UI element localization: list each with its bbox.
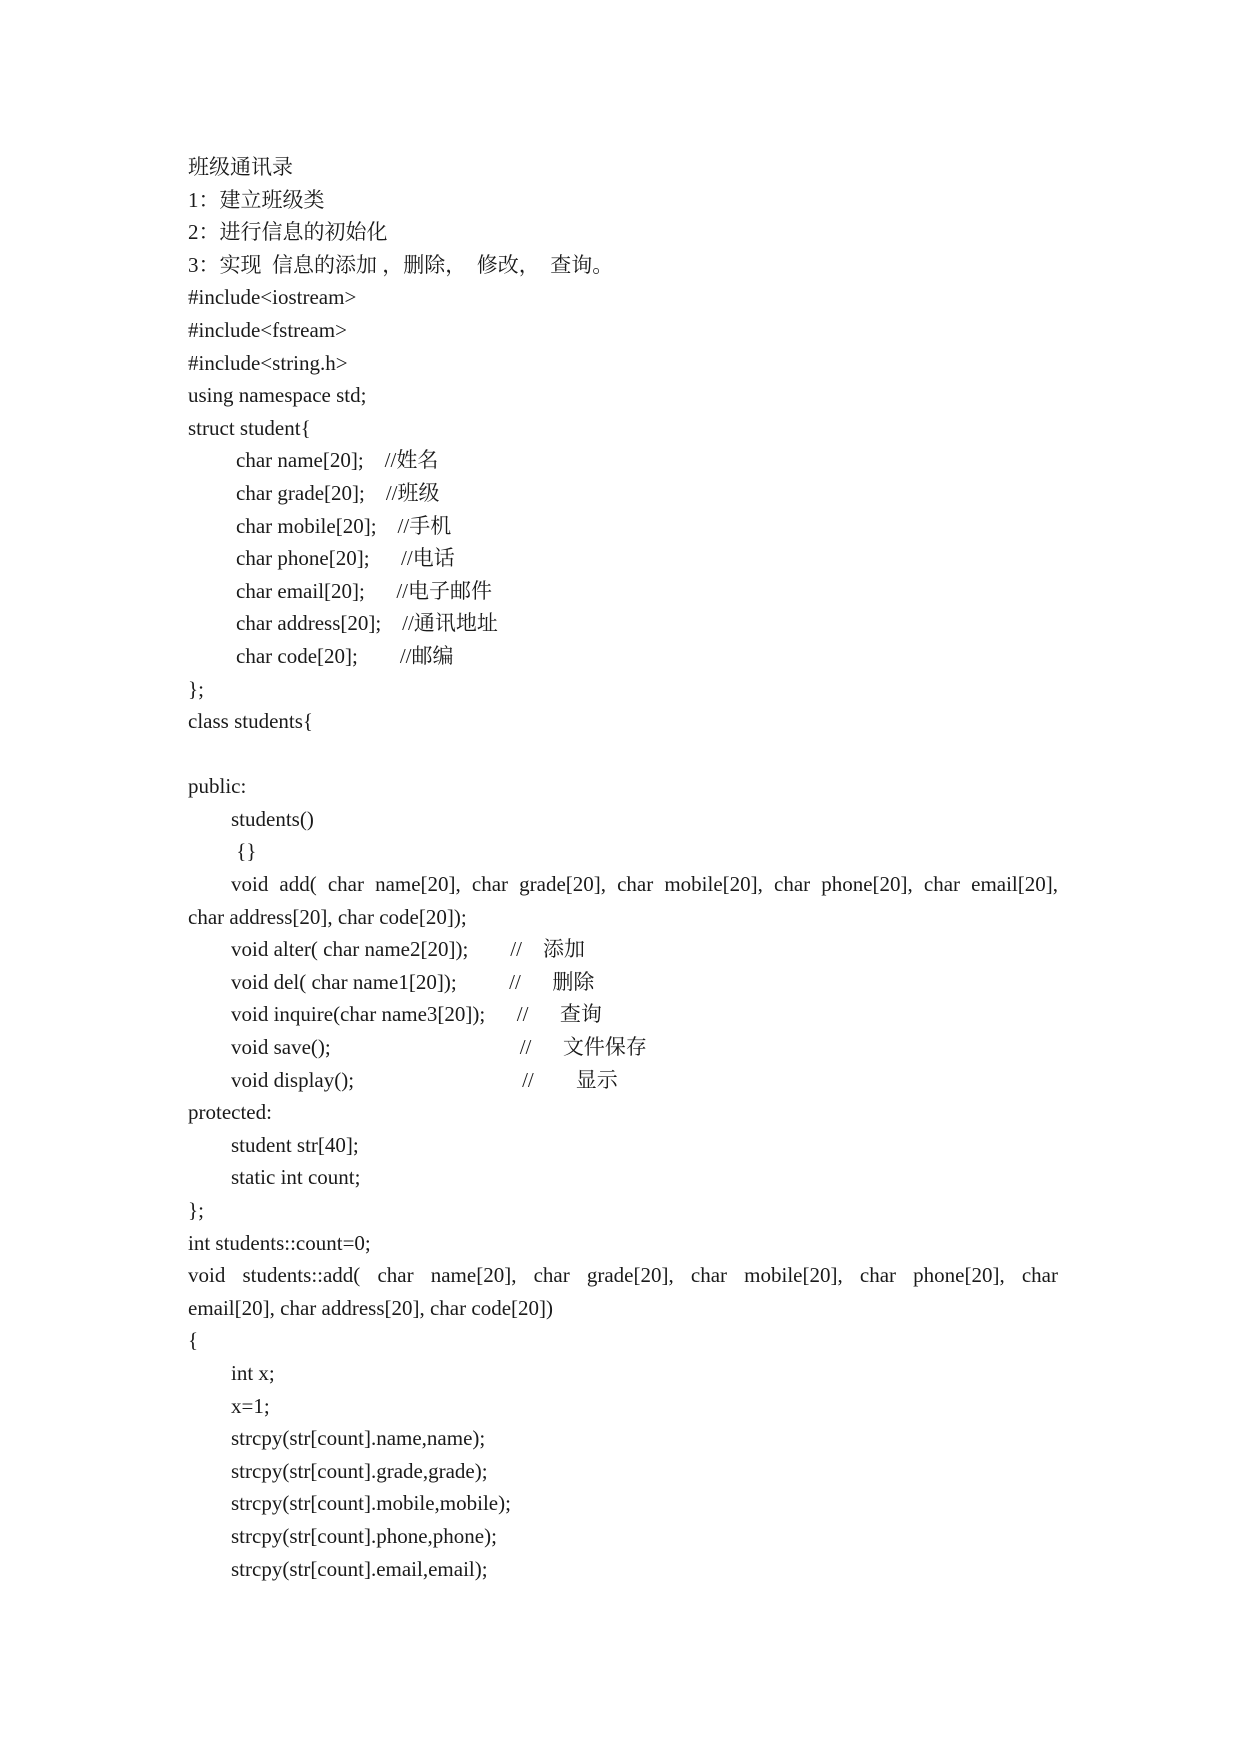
document-line: #include<fstream>	[188, 317, 347, 342]
document-line: void inquire(char name3[20]); // 查询	[231, 1002, 602, 1027]
document-line: {}	[231, 839, 257, 864]
document-line: char address[20]; //通讯地址	[236, 611, 498, 636]
document-line: strcpy(str[count].grade,grade);	[231, 1458, 488, 1483]
document-line: char address[20], char code[20]);	[188, 904, 467, 929]
document-line: 1：建立班级类	[188, 187, 325, 212]
document-line: public:	[188, 774, 247, 799]
document-line: int students::count=0;	[188, 1230, 371, 1255]
document-line: };	[188, 676, 204, 701]
document-line: strcpy(str[count].email,email);	[231, 1556, 488, 1581]
document-line: 2：进行信息的初始化	[188, 220, 388, 245]
document-line: void alter( char name2[20]); // 添加	[231, 937, 585, 962]
document-line: class students{	[188, 709, 313, 734]
document-line: void add( char name[20], char grade[20], char mobile[20], char phone[20], char email[20],	[231, 872, 1058, 897]
document-line: static int count;	[231, 1165, 361, 1190]
document-line: protected:	[188, 1100, 272, 1125]
document-line: 3：实现 信息的添加 ，删除， 修改， 查询。	[188, 252, 614, 277]
document-line: void students::add( char name[20], char grade[20], char mobile[20], char phone[20], char	[188, 1263, 1058, 1288]
document-line: strcpy(str[count].phone,phone);	[231, 1523, 497, 1548]
document-line: students()	[231, 806, 314, 831]
document-line: strcpy(str[count].mobile,mobile);	[231, 1491, 511, 1516]
document-line: 班级通讯录	[188, 155, 293, 179]
document-line: student str[40];	[231, 1132, 359, 1157]
document-line: strcpy(str[count].name,name);	[231, 1426, 486, 1451]
document-line: {	[188, 1328, 199, 1353]
document-body	[188, 151, 1058, 1585]
document-line: #include<iostream>	[188, 285, 357, 310]
document-line: #include<string.h>	[188, 350, 348, 375]
document-line: void save(); // 文件保存	[231, 1035, 647, 1060]
document-line: char phone[20]; //电话	[236, 546, 455, 571]
document-line: void del( char name1[20]); // 删除	[231, 969, 595, 994]
document-line: char code[20]; //邮编	[236, 643, 454, 668]
document-line: char grade[20]; //班级	[236, 480, 440, 505]
document-line: email[20], char address[20], char code[20])	[188, 1295, 553, 1320]
document-line: };	[188, 1198, 204, 1222]
document-line: struct student{	[188, 415, 311, 440]
document-line: char name[20]; //姓名	[236, 448, 439, 473]
document-line: char mobile[20]; //手机	[236, 513, 452, 538]
document-line	[188, 738, 1058, 771]
document-line: int x;	[231, 1360, 275, 1385]
document-line: void display(); // 显示	[231, 1067, 618, 1092]
document-line: x=1;	[231, 1393, 270, 1418]
document-line: using namespace std;	[188, 383, 367, 408]
document-line: char email[20]; //电子邮件	[236, 578, 493, 603]
